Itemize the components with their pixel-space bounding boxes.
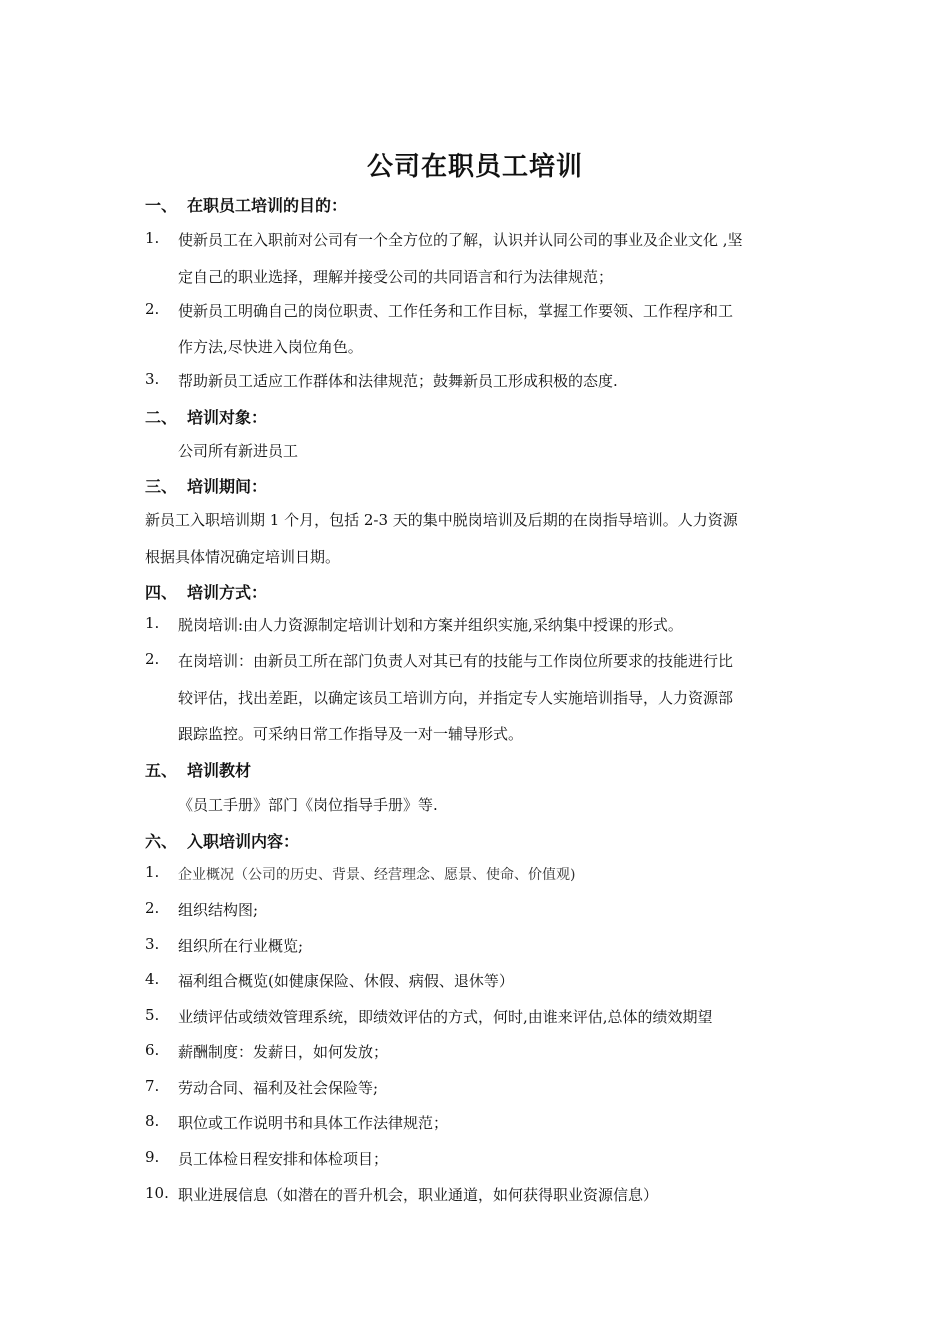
document-title: 公司在职员工培训 — [366, 152, 583, 182]
section-title: 培训期间： — [187, 477, 268, 496]
list-item-text: 较评估，找出差距，以确定该员工培训方向，并指定专人实施培训指导，人力资源部 — [178, 689, 734, 707]
list-item-text: 组织所在行业概览; — [178, 937, 304, 955]
paragraph-text: 新员工入职培训期 1 个月，包括 2-3 天的集中脱岗培训及后期的在岗指导培训。人力资源 — [145, 511, 738, 529]
section-number: 六、 — [145, 832, 178, 851]
list-item-text: 在岗培训：由新员工所在部门负责人对其已有的技能与工作岗位所要求的技能进行比 — [178, 652, 734, 670]
section-number: 五、 — [145, 761, 178, 780]
section-heading — [145, 193, 347, 216]
section-title: 培训对象： — [187, 408, 268, 427]
list-item-text: 使新员工在入职前对公司有一个全方位的了解，认识并认同公司的事业及企业文化 ,坚 — [178, 231, 743, 249]
section-heading — [145, 405, 267, 428]
list-number: 10. — [145, 1184, 169, 1202]
section-number: 三、 — [145, 477, 178, 496]
list-item-text: 企业概况（公司的历史、背景、经营理念、愿景、使命、价值观) — [178, 867, 576, 883]
section-title: 培训教材 — [187, 761, 252, 780]
list-number: 1. — [145, 863, 160, 881]
list-number: 7. — [145, 1077, 160, 1095]
list-item-text: 作方法,尽快进入岗位角色。 — [178, 338, 363, 356]
section-title: 入职培训内容： — [187, 832, 300, 851]
section-heading — [145, 474, 267, 497]
list-item-text: 薪酬制度：发薪日，如何发放； — [178, 1043, 389, 1061]
section-heading — [145, 580, 267, 603]
list-number: 2. — [145, 300, 160, 318]
paragraph-text: 《员工手册》部门《岗位指导手册》等. — [178, 796, 438, 814]
list-item-text: 脱岗培训:由人力资源制定培训计划和方案并组织实施,采纳集中授课的形式。 — [178, 616, 683, 634]
list-item-text: 跟踪监控。可采纳日常工作指导及一对一辅导形式。 — [178, 725, 524, 743]
list-item-text: 劳动合同、福利及社会保险等; — [178, 1079, 379, 1097]
list-number: 5. — [145, 1006, 160, 1024]
section-number: 四、 — [145, 583, 178, 602]
list-number: 4. — [145, 970, 160, 988]
list-number: 2. — [145, 899, 160, 917]
paragraph-text: 根据具体情况确定培训日期。 — [145, 548, 341, 566]
section-number: 二、 — [145, 408, 178, 427]
list-number: 9. — [145, 1148, 160, 1166]
list-item-text: 职位或工作说明书和具体工作法律规范； — [178, 1114, 449, 1132]
list-item-text: 组织结构图; — [178, 901, 259, 919]
list-item-text: 业绩评估或绩效管理系统，即绩效评估的方式，何时,由谁来评估,总体的绩效期望 — [178, 1008, 713, 1026]
section-heading — [145, 758, 251, 781]
list-item-text: 定自己的职业选择，理解并接受公司的共同语言和行为法律规范； — [178, 268, 614, 286]
section-title: 培训方式： — [187, 583, 268, 602]
list-number: 8. — [145, 1112, 160, 1130]
list-item-text: 员工体检日程安排和体检项目； — [178, 1150, 389, 1168]
paragraph-text: 公司所有新进员工 — [178, 442, 299, 460]
list-number: 2. — [145, 650, 160, 668]
list-item-text: 职业进展信息（如潜在的晋升机会，职业通道，如何获得职业资源信息） — [178, 1186, 659, 1204]
list-number: 1. — [145, 614, 160, 632]
section-heading — [145, 829, 299, 852]
list-number: 1. — [145, 229, 160, 247]
list-number: 6. — [145, 1041, 160, 1059]
list-item-text: 帮助新员工适应工作群体和法律规范；鼓舞新员工形成积极的态度. — [178, 372, 618, 390]
list-item-text: 使新员工明确自己的岗位职责、工作任务和工作目标，掌握工作要领、工作程序和工 — [178, 302, 734, 320]
section-number: 一、 — [145, 196, 178, 215]
list-item-text: 福利组合概览(如健康保险、休假、病假、退休等） — [178, 972, 514, 990]
list-number: 3. — [145, 935, 160, 953]
list-number: 3. — [145, 370, 160, 388]
section-title: 在职员工培训的目的： — [187, 196, 348, 215]
